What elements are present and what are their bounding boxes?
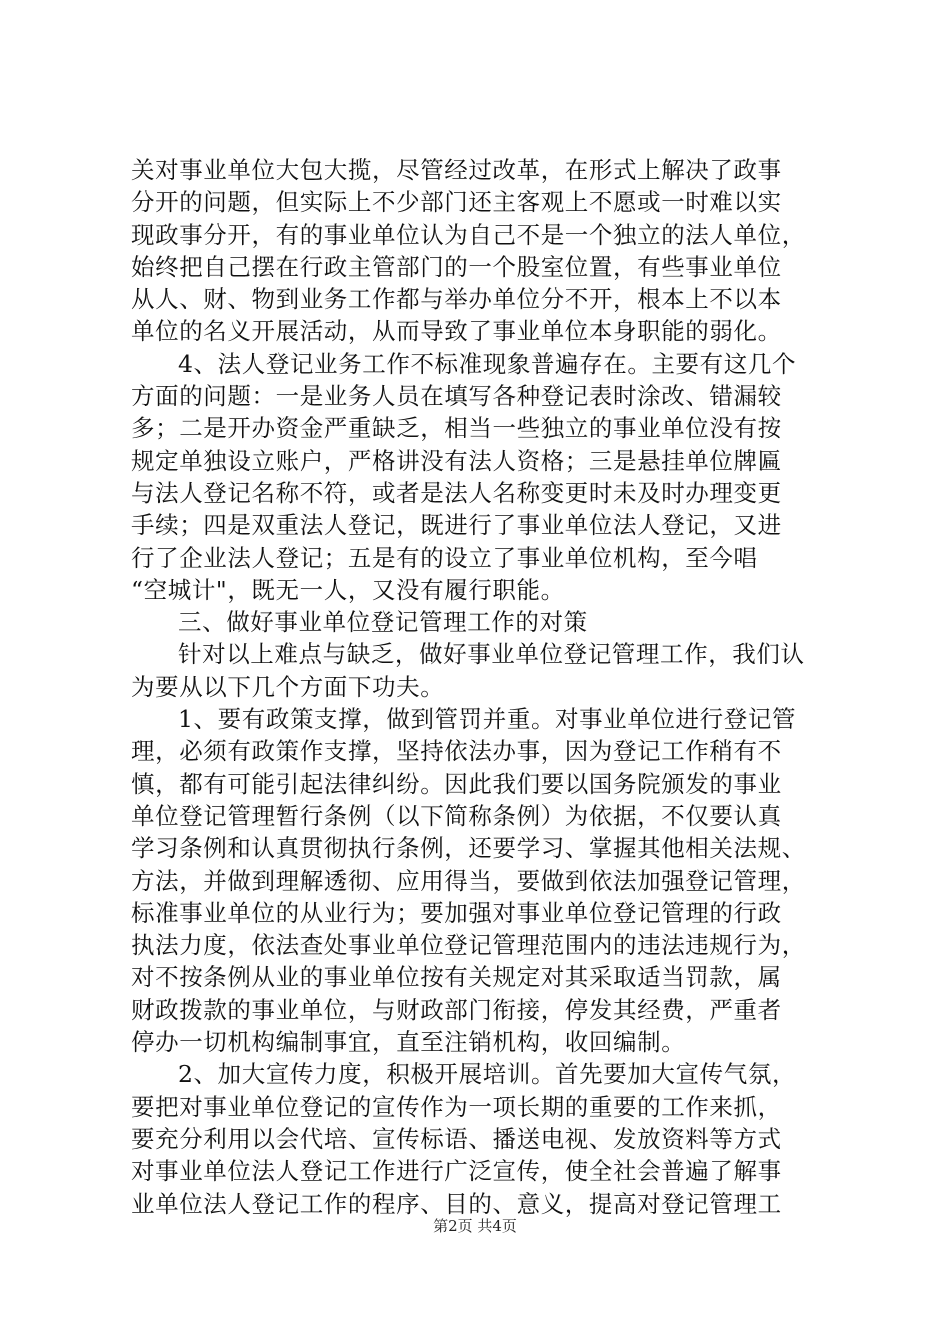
paragraph-start-line: 4、法人登记业务工作不标准现象普遍存在。主要有这几个 <box>178 349 797 378</box>
text-line: 理，必须有政策作支撑，坚持依法办事，因为登记工作稍有不 <box>131 737 782 766</box>
text-line: 对事业单位法人登记工作进行广泛宣传，使全社会普遍了解事 <box>131 1157 782 1186</box>
text-line: “空城计"，既无一人，又没有履行职能。 <box>131 575 565 604</box>
text-line: 规定单独设立账户，严格讲没有法人资格；三是悬挂单位牌匾 <box>131 446 782 475</box>
text-line: 方法，并做到理解透彻、应用得当，要做到依法加强登记管理， <box>131 866 806 895</box>
text-line: 现政事分开，有的事业单位认为自己不是一个独立的法人单位， <box>131 220 806 249</box>
text-line: 行了企业法人登记；五是有的设立了事业单位机构，至今唱 <box>131 543 758 572</box>
paragraph-start-line: 2、加大宣传力度，积极开展培训。首先要加大宣传气氛， <box>178 1060 797 1089</box>
paragraph-start-line: 1、要有政策支撑，做到管罚并重。对事业单位进行登记管 <box>178 705 797 734</box>
text-line: 执法力度，依法查处事业单位登记管理范围内的违法违规行为， <box>131 931 806 960</box>
section-heading: 三、做好事业单位登记管理工作的对策 <box>178 608 588 637</box>
text-line: 停办一切机构编制事宜，直至注销机构，收回编制。 <box>131 1028 686 1057</box>
document-body <box>131 154 836 1220</box>
text-line: 为要从以下几个方面下功夫。 <box>131 672 445 701</box>
text-line: 财政拨款的事业单位，与财政部门衔接，停发其经费，严重者 <box>131 995 782 1024</box>
text-line: 始终把自己摆在行政主管部门的一个股室位置，有些事业单位 <box>131 252 782 281</box>
text-line: 方面的问题：一是业务人员在填写各种登记表时涂改、错漏较 <box>131 382 782 411</box>
text-line: 业单位法人登记工作的程序、目的、意义，提高对登记管理工 <box>131 1189 782 1218</box>
text-line: 从人、财、物到业务工作都与举办单位分不开，根本上不以本 <box>131 285 782 314</box>
text-line: 慎，都有可能引起法律纠纷。因此我们要以国务院颁发的事业 <box>131 769 782 798</box>
text-line: 单位登记管理暂行条例（以下简称条例）为依据，不仅要认真 <box>131 801 782 830</box>
text-line: 学习条例和认真贯彻执行条例，还要学习、掌握其他相关法规、 <box>131 834 806 863</box>
text-line: 关对事业单位大包大揽，尽管经过改革，在形式上解决了政事 <box>131 156 782 184</box>
text-line: 多；二是开办资金严重缺乏，相当一些独立的事业单位没有按 <box>131 414 782 443</box>
text-line: 与法人登记名称不符，或者是法人名称变更时未及时办理变更 <box>131 478 782 507</box>
text-line: 分开的问题，但实际上不少部门还主客观上不愿或一时难以实 <box>131 188 782 217</box>
text-line: 标准事业单位的从业行为；要加强对事业单位登记管理的行政 <box>131 898 782 927</box>
text-line: 要把对事业单位登记的宣传作为一项长期的重要的工作来抓， <box>131 1092 782 1121</box>
text-line: 单位的名义开展活动，从而导致了事业单位本身职能的弱化。 <box>131 317 782 346</box>
text-line: 对不按条例从业的事业单位按有关规定对其采取适当罚款，属 <box>131 963 782 992</box>
text-line: 要充分利用以会代培、宣传标语、播送电视、发放资料等方式 <box>131 1124 782 1153</box>
paragraph-start-line: 针对以上难点与缺乏，做好事业单位登记管理工作，我们认 <box>178 640 805 669</box>
text-line: 手续；四是双重法人登记，既进行了事业单位法人登记，又进 <box>131 511 782 540</box>
page-number-footer: 第2页 共4页 <box>433 1217 517 1235</box>
